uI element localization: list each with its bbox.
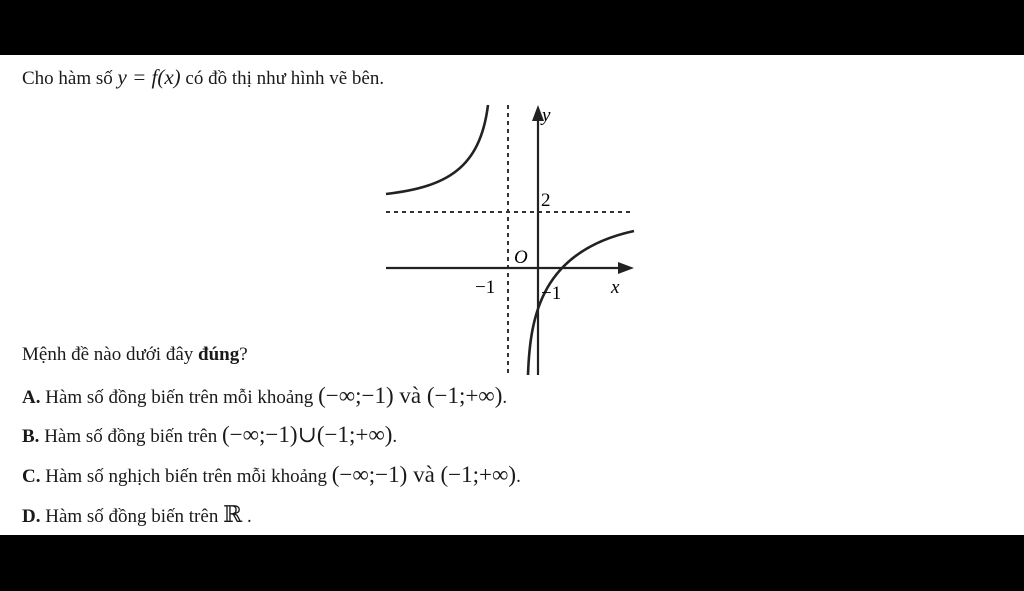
asymptote-y-label: 2 bbox=[541, 190, 551, 211]
option-b-letter: B. bbox=[22, 426, 40, 447]
exercise-page bbox=[0, 55, 1024, 535]
option-b-end: . bbox=[392, 426, 398, 447]
option-c-math: (−∞;−1) và (−1;+∞) bbox=[331, 462, 517, 487]
option-c-text: Hàm số nghịch biến trên mỗi khoảng bbox=[45, 466, 328, 487]
option-c-letter: C. bbox=[22, 466, 41, 487]
option-a[interactable] bbox=[22, 384, 507, 410]
question-prompt bbox=[22, 343, 248, 367]
stem-suffix: có đồ thị như hình vẽ bên. bbox=[185, 68, 385, 89]
tick-x-label: −1 bbox=[475, 277, 496, 298]
x-axis-arrow bbox=[618, 262, 634, 274]
function-expression: y = f(x) bbox=[117, 65, 181, 89]
option-c[interactable] bbox=[22, 463, 521, 489]
tick-y-label: −1 bbox=[541, 283, 562, 304]
option-d-end: . bbox=[242, 506, 252, 527]
y-axis-label: y bbox=[542, 105, 551, 126]
stem-prefix: Cho hàm số bbox=[22, 68, 113, 89]
option-d-math: ℝ bbox=[223, 502, 243, 527]
option-d-text: Hàm số đồng biến trên bbox=[45, 506, 219, 527]
option-b-math: (−∞;−1)∪(−1;+∞) bbox=[222, 422, 393, 447]
option-d[interactable] bbox=[22, 503, 252, 529]
option-a-end: . bbox=[502, 387, 508, 408]
option-a-math: (−∞;−1) và (−1;+∞) bbox=[318, 383, 503, 408]
function-graph bbox=[384, 99, 638, 385]
option-a-letter: A. bbox=[22, 387, 41, 408]
option-b-text: Hàm số đồng biến trên bbox=[44, 426, 218, 447]
curve-left-branch bbox=[386, 105, 488, 194]
prompt-bold: đúng bbox=[198, 344, 240, 365]
option-a-text: Hàm số đồng biến trên mỗi khoảng bbox=[45, 387, 314, 408]
option-c-end: . bbox=[516, 466, 521, 487]
prompt-prefix: Mệnh đề nào dưới đây bbox=[22, 344, 194, 365]
x-axis-label: x bbox=[611, 277, 620, 298]
prompt-suffix: ? bbox=[239, 344, 248, 365]
option-d-letter: D. bbox=[22, 506, 41, 527]
option-b[interactable] bbox=[22, 423, 397, 449]
question-stem bbox=[22, 65, 384, 91]
origin-label: O bbox=[514, 247, 528, 268]
